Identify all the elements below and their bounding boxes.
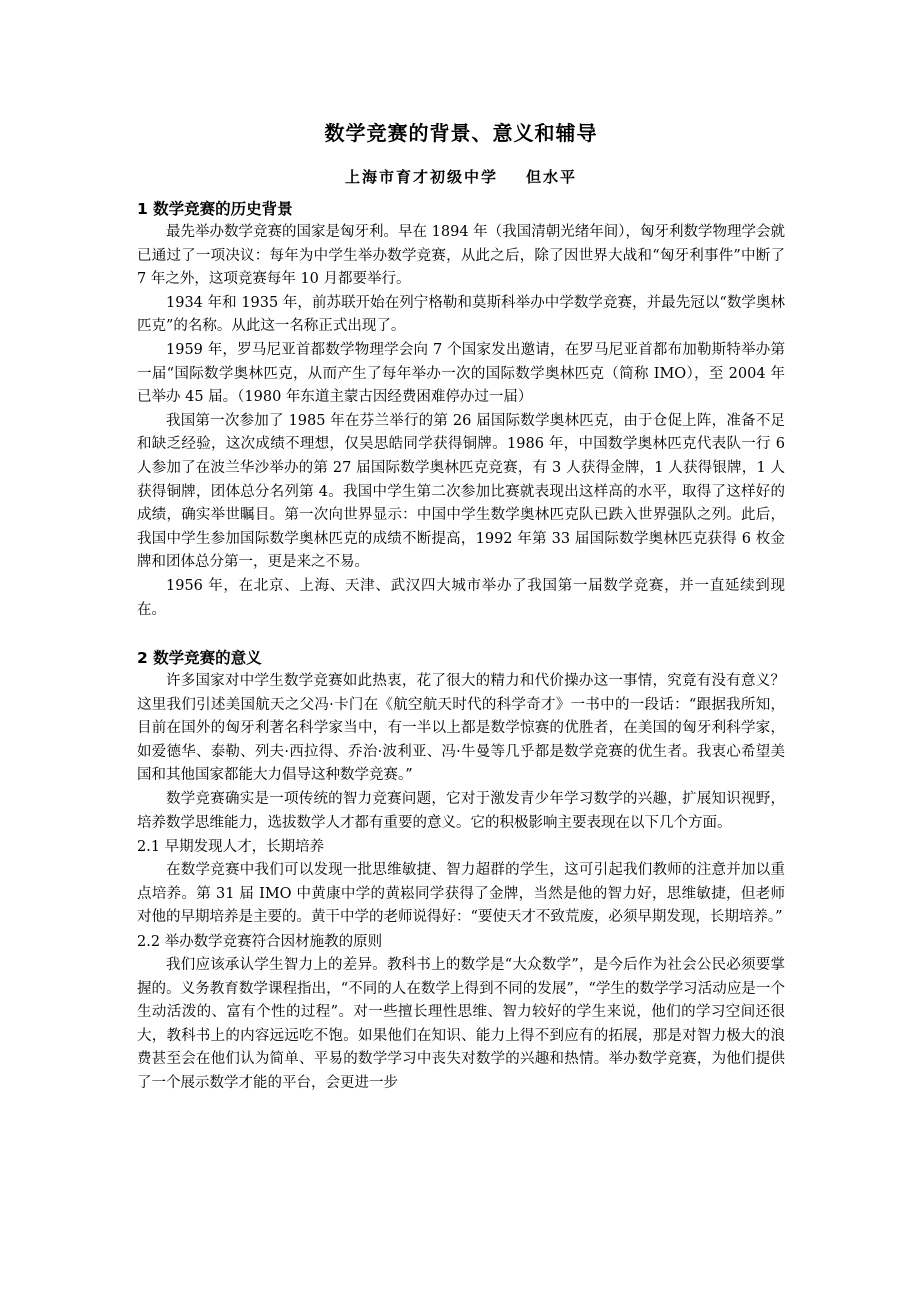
paragraph: 最先举办数学竞赛的国家是匈牙利。早在 1894 年（我国清朝光绪年间），匈牙利数学物理学会就已通过了一项决议：每年为中学生举办数学竞赛，从此之后，除了因世界大战和“匈牙利事件”中断了 7 年之外，这项竞赛每年 10 月都要举行。 — [137, 224, 785, 288]
page-title: 数学竞赛的背景、意义和辅导 — [324, 121, 598, 145]
paragraph: 1934 年和 1935 年，前苏联开始在列宁格勒和莫斯科举办中学数学竞赛，并最先冠以“数学奥林匹克”的名称。从此这一名称正式出现了。 — [137, 294, 785, 335]
subsection-heading: 2.2 举办数学竞赛符合因材施教的原则 — [137, 934, 383, 951]
section-heading: 1 数学竞赛的历史背景 — [137, 200, 293, 218]
subsection-heading: 2.1 早期发现人才，长期培养 — [137, 839, 325, 856]
section-significance — [137, 646, 785, 1096]
paragraph: 1956 年，在北京、上海、天津、武汉四大城市举办了我国第一届数学竞赛，并一直延续到现在。 — [137, 577, 785, 618]
byline-school: 上海市育才初级中学 — [344, 168, 498, 186]
paragraph: 在数学竞赛中我们可以发现一批思维敏捷、智力超群的学生，这可引起我们教师的注意并加以重点培养。第 31 届 IMO 中黄康中学的黄崧同学获得了金牌，当然是他的智力好，思维敏捷，但老师对他的早期培养是主要的。黄干中学的老师说得好：“要使天才不致荒废，必须早期发现，长期培养。” — [137, 862, 785, 926]
paragraph: 我们应该承认学生智力上的差异。教科书上的数学是“大众数学”，是今后作为社会公民必须要掌握的。义务教育数学课程指出，“不同的人在数学上得到不同的发展”，“学生的数学学习活动应是一个生动活泼的、富有个性的过程”。对一些擅长理性思维、智力较好的学生来说，他们的学习空间还很大，教科书上的内容远远吃不饱。如果他们在知识、能力上得不到应有的拓展，那是对智力极大的浪费甚至会在他们认为简单、平易的数学学习中丧失对数学的兴趣和热情。举办数学竞赛，为他们提供了一个展示数学才能的平台，会更进一步 — [137, 957, 785, 1091]
section-history — [137, 197, 785, 622]
paragraph: 1959 年，罗马尼亚首都数学物理学会向 7 个国家发出邀请，在罗马尼亚首都布加勒斯特举办第一届“国际数学奥林匹克，从而产生了每年举办一次的国际数学奥林匹克（简称 IMO），至 2004 年已举办 45 届。（1980 年东道主蒙古因经费困难停办过一届） — [137, 341, 785, 406]
section-heading: 2 数学竞赛的意义 — [137, 649, 262, 668]
byline — [137, 166, 785, 188]
paragraph: 我国第一次参加了 1985 年在芬兰举行的第 26 届国际数学奥林匹克，由于仓促上阵，准备不足和缺乏经验，这次成绩不理想，仅吴思皓同学获得铜牌。1986 年，中国数学奥林匹克代表队一行 6 人参加了在波兰华沙举办的第 27 届国际数学奥林匹克竞赛，有 3 人获得金牌，1 人获得银牌，1 人获得铜牌，团体总分名列第 4。我国中学生第二次参加比赛就表现出这样高的水平，取得了这样好的成绩，确实举世瞩目。第一次向世界显示：中国中学生数学奥林匹克队已跌入世界强队之列。此后，我国中学生参加国际数学奥林匹克的成绩不断提高，1992 年第 33 届国际数学奥林匹克获得 6 枚金牌和团体总分第一，更是来之不易。 — [137, 412, 785, 571]
document-page — [137, 118, 785, 1096]
paragraph: 许多国家对中学生数学竞赛如此热衷，花了很大的精力和代价操办这一事情，究竟有没有意义？这里我们引述美国航天之父冯·卡门在《航空航天时代的科学奇才》一书中的一段话：“跟据我所知，目前在国外的匈牙利著名科学家当中，有一半以上都是数学惊赛的优胜者，在美国的匈牙利科学家，如爱德华、泰勒、列夫·西拉得、乔治·波利亚、冯·牛曼等几乎都是数学竞赛的优生者。我衷心希望美国和其他国家都能大力倡导这种数学竞赛。” — [137, 673, 785, 784]
byline-author: 但水平 — [526, 168, 578, 186]
paragraph: 数学竞赛确实是一项传统的智力竞赛问题，它对于激发青少年学习数学的兴趣，扩展知识视野，培养数学思维能力，选拔数学人才都有重要的意义。它的积极影响主要表现在以下几个方面。 — [137, 791, 785, 831]
